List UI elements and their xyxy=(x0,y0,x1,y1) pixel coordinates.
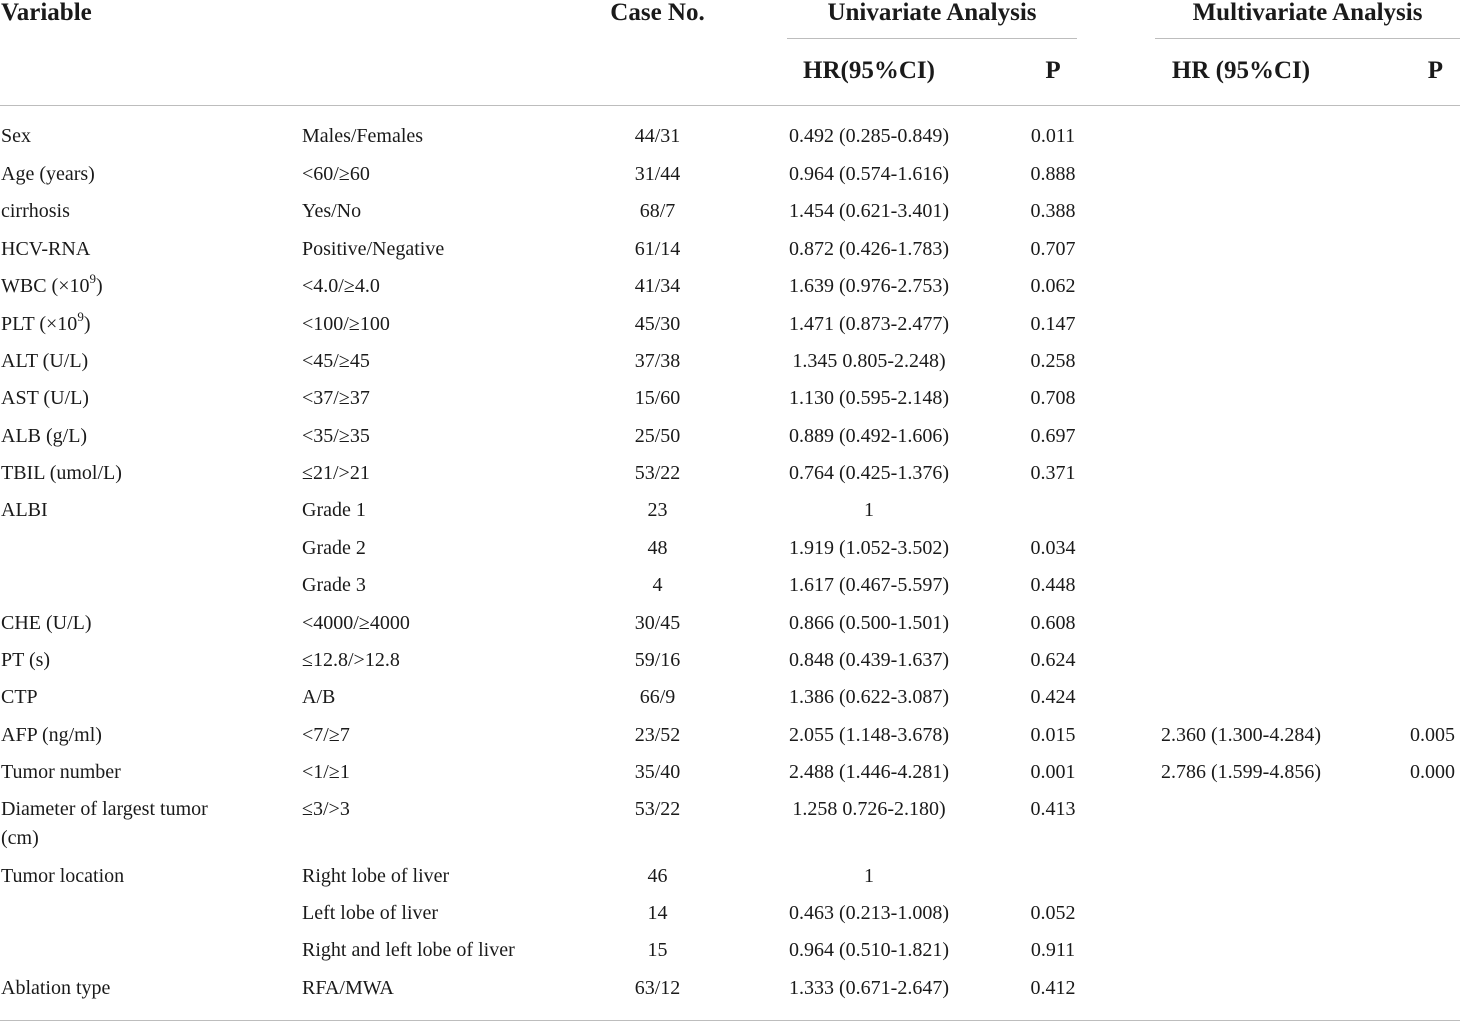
subgroup-label: Right and left lobe of liver xyxy=(302,939,515,961)
case-count: 35/40 xyxy=(634,761,681,783)
case-count: 25/50 xyxy=(634,425,681,447)
univariate-p: 0.707 xyxy=(1030,238,1076,260)
case-count: 45/30 xyxy=(634,313,681,335)
multivariate-p: 0.000 xyxy=(1410,761,1455,783)
subgroup-label: Right lobe of liver xyxy=(302,865,450,887)
subgroup-label: ≤3/>3 xyxy=(302,798,350,820)
univariate-hr: 1.333 (0.671-2.647) xyxy=(789,977,949,999)
case-count: 46 xyxy=(647,865,668,887)
univariate-p: 0.911 xyxy=(1030,939,1076,961)
case-count: 53/22 xyxy=(634,798,681,820)
univariate-hr: 2.488 (1.446-4.281) xyxy=(789,761,949,783)
univariate-p: 0.147 xyxy=(1030,313,1076,335)
univariate-p: 0.388 xyxy=(1030,200,1076,222)
table-bottom-rule xyxy=(0,1020,1460,1021)
case-count: 23 xyxy=(647,499,668,521)
case-count: 41/34 xyxy=(634,275,681,297)
case-count: 68/7 xyxy=(639,200,676,222)
header-uni-p: P xyxy=(1045,57,1061,84)
case-count: 61/14 xyxy=(634,238,681,260)
subgroup-label: Grade 3 xyxy=(302,574,366,596)
variable-label: AFP (ng/ml) xyxy=(1,724,102,746)
variable-label: ALBI xyxy=(1,499,48,521)
header-univariate: Univariate Analysis xyxy=(827,0,1037,26)
subgroup-label: Positive/Negative xyxy=(302,238,445,260)
univariate-p: 0.412 xyxy=(1030,977,1076,999)
multivariate-p: 0.005 xyxy=(1410,724,1455,746)
univariate-p: 0.034 xyxy=(1030,537,1076,559)
univariate-hr: 1.345 0.805-2.248) xyxy=(792,350,946,372)
subgroup-label: A/B xyxy=(302,686,336,708)
variable-label-superscript: 9 xyxy=(77,309,84,324)
univariate-p: 0.062 xyxy=(1030,275,1076,297)
variable-label: AST (U/L) xyxy=(1,387,89,409)
variable-label: CTP xyxy=(1,686,38,708)
univariate-p: 0.371 xyxy=(1030,462,1076,484)
variable-label: Tumor location xyxy=(1,865,125,887)
univariate-hr: 0.463 (0.213-1.008) xyxy=(789,902,949,924)
variable-label-suffix: ) xyxy=(96,275,103,297)
univariate-rule xyxy=(787,38,1077,39)
subgroup-label: <35/≥35 xyxy=(302,425,370,447)
subgroup-label: <1/≥1 xyxy=(302,761,350,783)
univariate-p: 0.697 xyxy=(1030,425,1076,447)
variable-label: ALB (g/L) xyxy=(1,425,88,447)
subgroup-label: <60/≥60 xyxy=(302,163,370,185)
univariate-hr: 0.889 (0.492-1.606) xyxy=(789,425,949,447)
univariate-hr: 1 xyxy=(864,865,874,887)
univariate-hr: 1.919 (1.052-3.502) xyxy=(789,537,949,559)
univariate-hr: 1.454 (0.621-3.401) xyxy=(789,200,949,222)
subgroup-label: Grade 1 xyxy=(302,499,366,521)
variable-label: Tumor number xyxy=(1,761,121,783)
case-count: 66/9 xyxy=(639,686,676,708)
variable-label-superscript: 9 xyxy=(89,271,96,286)
univariate-p: 0.052 xyxy=(1030,902,1076,924)
subgroup-label: <7/≥7 xyxy=(302,724,350,746)
variable-label-suffix: ) xyxy=(83,313,91,335)
subgroup-label: <37/≥37 xyxy=(302,387,370,409)
variable-label: Ablation type xyxy=(1,977,111,999)
univariate-hr: 1 xyxy=(864,499,874,521)
variable-label: HCV-RNA xyxy=(1,238,91,260)
case-count: 15 xyxy=(647,939,668,961)
univariate-hr: 1.471 (0.873-2.477) xyxy=(789,313,949,335)
univariate-hr: 0.764 (0.425-1.376) xyxy=(789,462,949,484)
subgroup-label: <4.0/≥4.0 xyxy=(302,275,380,297)
univariate-p: 0.011 xyxy=(1030,125,1076,147)
header-multivariate: Multivariate Analysis xyxy=(1192,0,1423,26)
header-case-no: Case No. xyxy=(610,0,705,26)
subgroup-label: Left lobe of liver xyxy=(302,902,439,924)
case-count: 14 xyxy=(647,902,668,924)
case-count: 53/22 xyxy=(634,462,681,484)
subgroup-label: Males/Females xyxy=(302,125,424,147)
univariate-p: 0.413 xyxy=(1030,798,1076,820)
subgroup-label: RFA/MWA xyxy=(302,977,394,999)
variable-label: CHE (U/L) xyxy=(1,612,92,634)
variable-label: Age (years) xyxy=(1,163,95,185)
variable-label: cirrhosis xyxy=(1,200,70,222)
univariate-hr: 0.964 (0.510-1.821) xyxy=(789,939,949,961)
header-variable: Variable xyxy=(1,0,92,26)
univariate-p: 0.608 xyxy=(1030,612,1076,634)
multivariate-hr: 2.786 (1.599-4.856) xyxy=(1161,761,1321,783)
subgroup-label: Grade 2 xyxy=(302,537,366,559)
subgroup-label: ≤21/>21 xyxy=(302,462,370,484)
variable-label: ALT (U/L) xyxy=(1,350,89,372)
case-count: 44/31 xyxy=(634,125,681,147)
variable-label: Sex xyxy=(1,125,31,147)
univariate-hr: 0.848 (0.439-1.637) xyxy=(789,649,949,671)
univariate-p: 0.888 xyxy=(1030,163,1076,185)
header-bottom-rule xyxy=(0,105,1460,106)
case-count: 15/60 xyxy=(634,387,681,409)
univariate-p: 0.258 xyxy=(1030,350,1076,372)
univariate-hr: 1.617 (0.467-5.597) xyxy=(789,574,949,596)
header-uni-hr: HR(95%CI) xyxy=(803,57,935,84)
variable-label: Diameter of largest tumor (cm) xyxy=(1,798,208,849)
univariate-p: 0.708 xyxy=(1030,387,1076,409)
univariate-hr: 1.258 0.726-2.180) xyxy=(792,798,946,820)
header-multi-p: P xyxy=(1427,57,1443,84)
subgroup-label: ≤12.8/>12.8 xyxy=(302,649,400,671)
univariate-hr: 0.492 (0.285-0.849) xyxy=(789,125,949,147)
case-count: 37/38 xyxy=(634,350,681,372)
variable-label: PT (s) xyxy=(1,649,51,671)
header-multi-hr: HR (95%CI) xyxy=(1171,57,1311,84)
subgroup-label: Yes/No xyxy=(302,200,362,222)
subgroup-label: <4000/≥4000 xyxy=(302,612,410,634)
subgroup-label: <100/≥100 xyxy=(302,313,390,335)
univariate-hr: 1.386 (0.622-3.087) xyxy=(789,686,949,708)
univariate-hr: 0.964 (0.574-1.616) xyxy=(789,163,949,185)
univariate-p: 0.448 xyxy=(1030,574,1076,596)
variable-label-text: PLT (×10 xyxy=(1,313,78,335)
univariate-hr: 2.055 (1.148-3.678) xyxy=(789,724,949,746)
variable-label: TBIL (umol/L) xyxy=(1,462,122,484)
multivariate-rule xyxy=(1155,38,1460,39)
variable-label xyxy=(1,271,291,298)
univariate-p: 0.424 xyxy=(1030,686,1076,708)
univariate-p: 0.624 xyxy=(1030,649,1076,671)
univariate-p: 0.015 xyxy=(1030,724,1076,746)
univariate-hr: 1.130 (0.595-2.148) xyxy=(789,387,949,409)
multivariate-hr: 2.360 (1.300-4.284) xyxy=(1161,724,1321,746)
univariate-hr: 1.639 (0.976-2.753) xyxy=(789,275,949,297)
case-count: 48 xyxy=(647,537,668,559)
case-count: 31/44 xyxy=(634,163,681,185)
univariate-hr: 0.866 (0.500-1.501) xyxy=(789,612,949,634)
variable-label xyxy=(1,309,291,336)
case-count: 30/45 xyxy=(634,612,681,634)
subgroup-label: <45/≥45 xyxy=(302,350,370,372)
univariate-p: 0.001 xyxy=(1030,761,1076,783)
case-count: 23/52 xyxy=(634,724,681,746)
case-count: 4 xyxy=(652,574,663,596)
case-count: 63/12 xyxy=(634,977,681,999)
variable-label-text: WBC (×10 xyxy=(1,275,90,297)
univariate-hr: 0.872 (0.426-1.783) xyxy=(789,238,949,260)
case-count: 59/16 xyxy=(634,649,681,671)
